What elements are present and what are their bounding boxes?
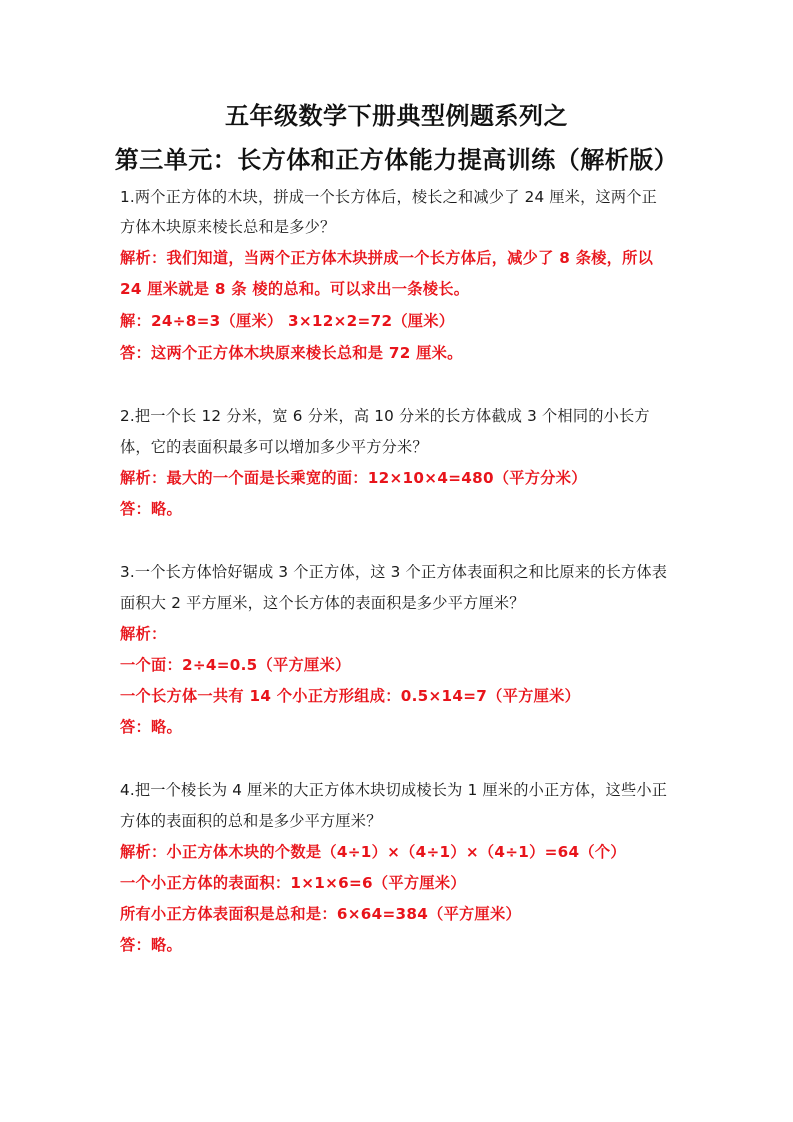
problem-3-answer: 答：略。 (120, 718, 182, 736)
problem-1-question-line-1: 1.两个正方体的木块，拼成一个长方体后，棱长之和减少了 24 厘米，这两个正 (120, 188, 658, 206)
problem-3-analysis-line-2: 一个长方体一共有 14 个小正方形组成：0.5×14=7（平方厘米） (120, 687, 581, 705)
problem-4-analysis-line-2: 一个小正方体的表面积：1×1×6=6（平方厘米） (120, 874, 466, 892)
problem-4-question-line-1: 4.把一个棱长为 4 厘米的大正方体木块切成棱长为 1 厘米的小正方体，这些小正 (120, 781, 668, 799)
problem-4-answer: 答：略。 (120, 936, 182, 954)
problem-4-analysis-line-1: 解析：小正方体木块的个数是（4÷1）×（4÷1）×（4÷1）=64（个） (120, 843, 626, 861)
problem-4-question-line-2: 方体的表面积的总和是多少平方厘米？ (120, 812, 382, 830)
problem-2-answer: 答：略。 (120, 500, 182, 518)
document-subtitle: 第三单元：长方体和正方体能力提高训练（解析版） (114, 146, 679, 174)
problem-2-question-line-1: 2.把一个长 12 分米，宽 6 分米，高 10 分米的长方体截成 3 个相同的小长方 (120, 407, 650, 425)
problem-3-analysis-line-1: 一个面：2÷4=0.5（平方厘米） (120, 656, 351, 674)
document-title: 五年级数学下册典型例题系列之 (225, 102, 568, 130)
problem-3-analysis-label: 解析： (120, 625, 167, 643)
problem-2-analysis: 解析：最大的一个面是长乘宽的面：12×10×4=480（平方分米） (120, 469, 587, 487)
problem-1-solution: 解：24÷8=3（厘米） 3×12×2=72（厘米） (120, 312, 455, 330)
problem-4-analysis-line-3: 所有小正方体表面积是总和是：6×64=384（平方厘米） (120, 905, 522, 923)
problem-1-question-line-2: 方体木块原来棱长总和是多少？ (120, 218, 336, 236)
problem-3-question-line-1: 3.一个长方体恰好锯成 3 个正方体，这 3 个正方体表面积之和比原来的长方体表 (120, 563, 668, 581)
problem-2-question-line-2: 体，它的表面积最多可以增加多少平方分米？ (120, 438, 428, 456)
problem-1-analysis-line-2: 24 厘米就是 8 条 棱的总和。可以求出一条棱长。 (120, 280, 470, 298)
problem-1-analysis-line-1: 解析：我们知道，当两个正方体木块拼成一个长方体后，减少了 8 条棱，所以 (120, 249, 654, 267)
problem-3-question-line-2: 面积大 2 平方厘米，这个长方体的表面积是多少平方厘米？ (120, 594, 525, 612)
problem-1-answer: 答：这两个正方体木块原来棱长总和是 72 厘米。 (120, 344, 463, 362)
